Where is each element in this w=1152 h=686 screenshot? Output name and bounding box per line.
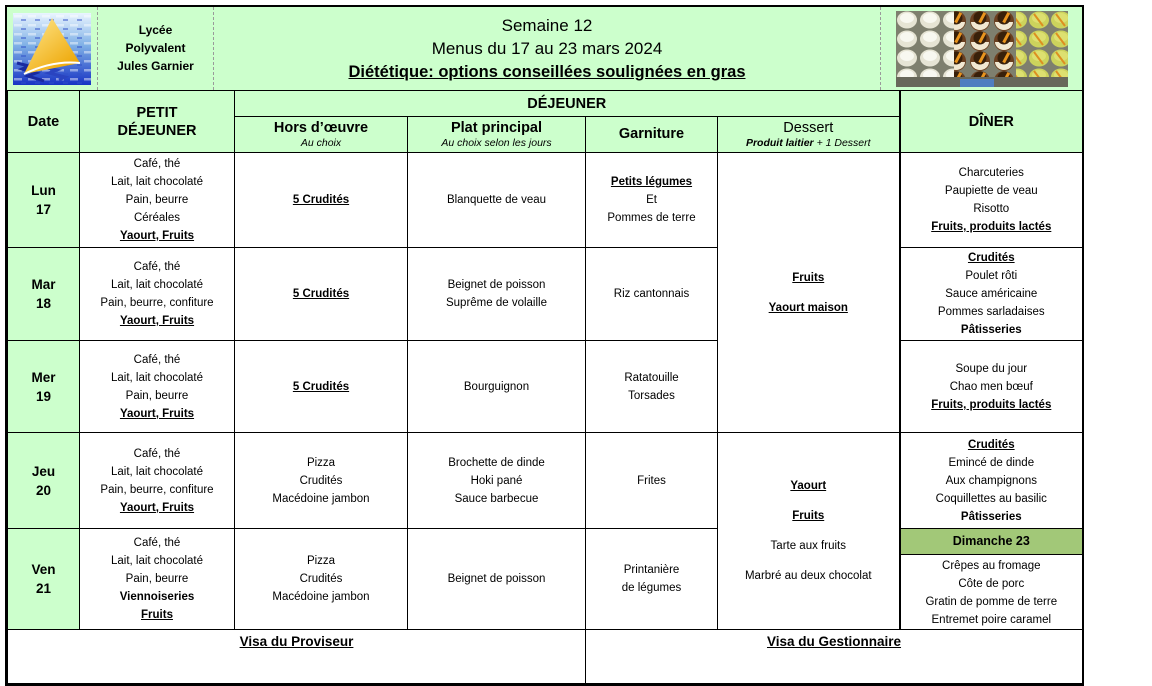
school-logo-icon (13, 13, 91, 85)
starter-cell-tue: 5 Crudités (235, 248, 408, 341)
date-range: Menus du 17 au 23 mars 2024 (431, 38, 663, 58)
visa-gestionnaire-cell (586, 630, 1083, 684)
col-header-date: Date (8, 91, 80, 153)
dinner-cell-tue: Crudités Poulet rôti Sauce américaine Pommes sarladaises Pâtisseries (900, 248, 1083, 341)
breakfast-cell-fri: Café, thé Lait, lait chocolaté Pain, beurre Viennoiseries Fruits (80, 529, 235, 630)
title-block (214, 7, 881, 90)
day-name: Lun (31, 183, 56, 198)
table-row-friday (8, 529, 1083, 630)
diet-note: Diététique: options conseillées soulignées en gras (348, 62, 746, 81)
breakfast-cell-tue: Café, thé Lait, lait chocolaté Pain, beurre, confiture Yaourt, Fruits (80, 248, 235, 341)
visa-proviseur-label: Visa du Proviseur (239, 634, 354, 649)
col-header-lunch: DÉJEUNER (235, 91, 900, 117)
dinner-cell-fri-sun (900, 529, 1083, 630)
starter-cell-mon: 5 Crudités (235, 153, 408, 248)
date-cell-wed (8, 341, 80, 433)
dinner-cell-wed: Soupe du jour Chao men bœuf Fruits, produits lactés (900, 341, 1083, 433)
main-course-cell-tue: Beignet de poisson Suprême de volaille (408, 248, 586, 341)
starter-title: Hors d’œuvre (273, 120, 369, 136)
week-title: Semaine 12 (501, 15, 593, 35)
day-number: 17 (35, 202, 52, 217)
day-name: Jeu (31, 463, 56, 479)
side-cell-mon: Petits légumes Et Pommes de terre (586, 153, 718, 248)
table-row-tuesday (8, 248, 1083, 341)
school-name: Lycée Polyvalent Jules Garnier (98, 7, 214, 90)
day-name: Ven (31, 562, 56, 577)
side-cell-tue: Riz cantonnais (586, 248, 718, 341)
main-title: Plat principal (450, 120, 543, 136)
dessert-note: Produit laitier + 1 Dessert (745, 137, 871, 149)
starter-cell-thu: Pizza Crudités Macédoine jambon (235, 433, 408, 529)
starter-cell-fri: Pizza Crudités Macédoine jambon (235, 529, 408, 630)
main-note: Au choix selon les jours (441, 137, 552, 149)
main-course-cell-fri: Beignet de poisson (408, 529, 586, 630)
starter-note: Au choix (300, 137, 342, 149)
col-header-side (586, 117, 718, 153)
school-logo (7, 7, 98, 90)
menu-sheet (5, 5, 1084, 686)
day-number: 19 (35, 388, 52, 404)
col-header-main (408, 117, 586, 153)
starter-cell-wed: 5 Crudités (235, 341, 408, 433)
breakfast-cell-wed: Café, thé Lait, lait chocolaté Pain, beurre Yaourt, Fruits (80, 341, 235, 433)
day-name: Mer (31, 369, 56, 385)
breakfast-cell-mon: Café, thé Lait, lait chocolaté Pain, beurre Céréales Yaourt, Fruits (80, 153, 235, 248)
visa-proviseur-cell (8, 630, 586, 684)
side-cell-thu: Frites (586, 433, 718, 529)
pastries-photo (881, 7, 1082, 90)
top-header-band (7, 7, 1082, 90)
date-cell-fri (8, 529, 80, 630)
col-header-breakfast: PETIT DÉJEUNER (80, 91, 235, 153)
table-row-thursday (8, 433, 1083, 529)
main-course-cell-thu: Brochette de dinde Hoki pané Sauce barbecue (408, 433, 586, 529)
date-cell-mon (8, 153, 80, 248)
side-cell-wed: Ratatouille Torsades (586, 341, 718, 433)
pastries-photo-image (896, 11, 1068, 87)
sunday-header: Dimanche 23 (901, 529, 1083, 555)
day-number: 20 (35, 482, 52, 498)
main-course-cell-mon: Blanquette de veau (408, 153, 586, 248)
day-name: Mar (31, 277, 56, 292)
table-row-wednesday (8, 341, 1083, 433)
dessert-cell-thu-fri: Yaourt Fruits Tarte aux fruits Marbré au deux chocolat (718, 433, 900, 630)
breakfast-cell-thu: Café, thé Lait, lait chocolaté Pain, beurre, confiture Yaourt, Fruits (80, 433, 235, 529)
side-title: Garniture (618, 126, 685, 142)
date-cell-tue (8, 248, 80, 341)
col-header-dinner: DÎNER (900, 91, 1083, 153)
day-number: 18 (35, 296, 52, 311)
dessert-cell-mon-wed: Fruits Yaourt maison (718, 153, 900, 433)
day-number: 21 (35, 581, 52, 596)
table-row-visa (8, 630, 1083, 684)
table-row-monday (8, 153, 1083, 248)
date-cell-thu (8, 433, 80, 529)
col-header-starter (235, 117, 408, 153)
visa-gestionnaire-label: Visa du Gestionnaire (766, 634, 902, 649)
dessert-title: Dessert (783, 120, 834, 136)
sunday-menu: Crêpes au fromage Côte de porc Gratin de pomme de terre Entremet poire caramel (925, 560, 1058, 626)
dinner-cell-thu: Crudités Emincé de dinde Aux champignons Coquillettes au basilic Pâtisseries (900, 433, 1083, 529)
dinner-cell-mon: Charcuteries Paupiette de veau Risotto Fruits, produits lactés (900, 153, 1083, 248)
col-header-dessert (718, 117, 900, 153)
side-cell-fri: Printanière de légumes (586, 529, 718, 630)
menu-table (7, 90, 1083, 684)
main-course-cell-wed: Bourguignon (408, 341, 586, 433)
